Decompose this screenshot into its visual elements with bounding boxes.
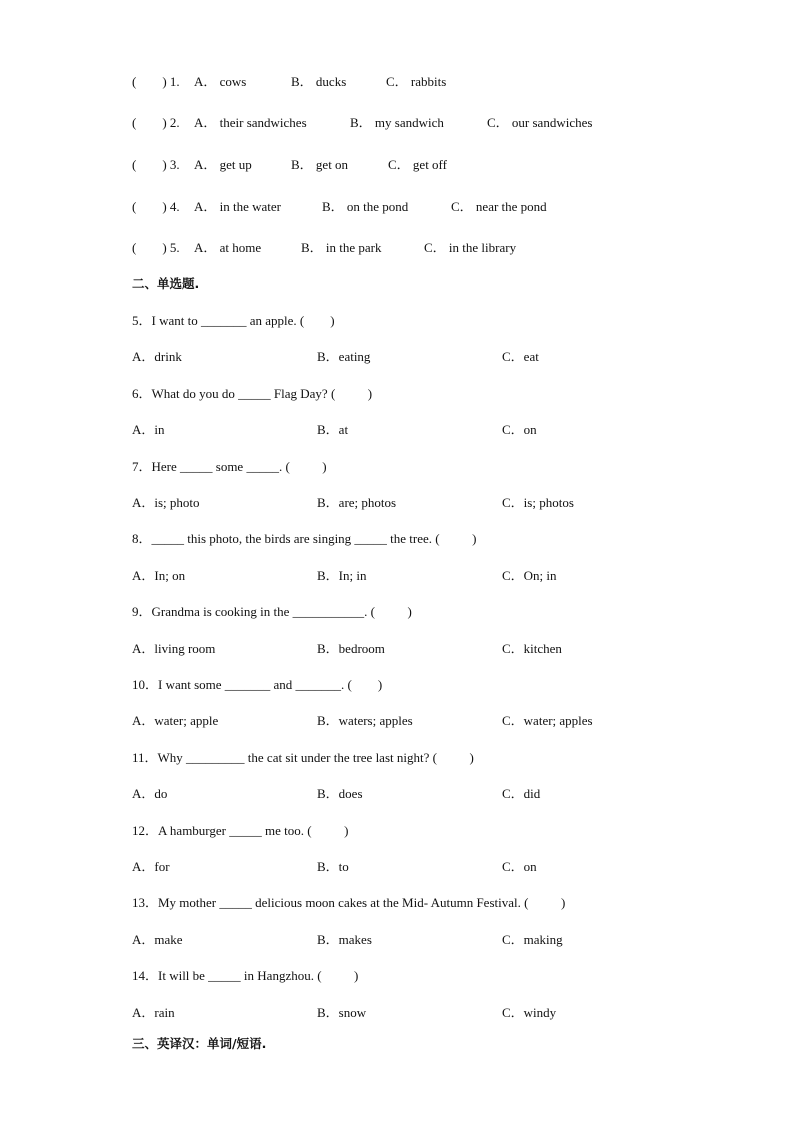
option-c: C． rabbits xyxy=(386,74,447,89)
option-b: B．to xyxy=(317,859,349,874)
option-b: B．In; in xyxy=(317,568,367,583)
option-c: C．kitchen xyxy=(502,641,562,656)
section-heading-single-choice: 二、单选题. xyxy=(132,276,200,291)
option-a: A．living room xyxy=(132,641,216,656)
listening-number: ( ) 2. xyxy=(132,115,180,130)
question-stem: 9．Grandma is cooking in the ___________. ( ) xyxy=(132,604,412,619)
option-c: C． get off xyxy=(388,157,447,172)
option-c: C．On; in xyxy=(502,568,557,583)
option-c: C． near the pond xyxy=(451,199,547,214)
option-a: A．rain xyxy=(132,1005,175,1020)
option-a: A．drink xyxy=(132,349,182,364)
option-a: A．make xyxy=(132,932,183,947)
listening-number: ( ) 1. xyxy=(132,74,180,89)
option-c: C．windy xyxy=(502,1005,557,1020)
option-c: C．making xyxy=(502,932,563,947)
option-a: A． get up xyxy=(194,157,252,172)
option-c: C．water; apples xyxy=(502,713,593,728)
option-c: C．on xyxy=(502,859,537,874)
option-b: B．are; photos xyxy=(317,495,397,510)
option-b: B．does xyxy=(317,786,363,801)
option-b: B． ducks xyxy=(291,74,347,89)
listening-number: ( ) 3. xyxy=(132,157,180,172)
option-b: B． in the park xyxy=(301,240,382,255)
question-stem: 14．It will be _____ in Hangzhou. ( ) xyxy=(132,968,359,983)
option-c: C．did xyxy=(502,786,541,801)
question-stem: 11．Why _________ the cat sit under the tree last night? ( ) xyxy=(132,750,474,765)
question-stem: 8．_____ this photo, the birds are singing _____ the tree. ( ) xyxy=(132,531,477,546)
listening-number: ( ) 5. xyxy=(132,240,180,255)
option-b: B．waters; apples xyxy=(317,713,413,728)
question-stem: 5．I want to _______ an apple. ( ) xyxy=(132,313,335,328)
option-b: B．eating xyxy=(317,349,371,364)
listening-number: ( ) 4. xyxy=(132,199,180,214)
option-c: C． our sandwiches xyxy=(487,115,593,130)
question-stem: 6．What do you do _____ Flag Day? ( ) xyxy=(132,386,373,401)
option-b: B．makes xyxy=(317,932,372,947)
option-b: B．bedroom xyxy=(317,641,385,656)
option-c: C． in the library xyxy=(424,240,517,255)
option-a: A． at home xyxy=(194,240,262,255)
question-stem: 13．My mother _____ delicious moon cakes at the Mid- Autumn Festival. ( ) xyxy=(132,895,566,910)
option-c: C．is; photos xyxy=(502,495,574,510)
option-a: A．In; on xyxy=(132,568,186,583)
option-a: A． in the water xyxy=(194,199,282,214)
option-a: A．for xyxy=(132,859,170,874)
option-b: B． my sandwich xyxy=(350,115,444,130)
option-a: A．do xyxy=(132,786,168,801)
option-b: B．snow xyxy=(317,1005,367,1020)
question-stem: 7．Here _____ some _____. ( ) xyxy=(132,459,327,474)
question-stem: 12．A hamburger _____ me too. ( ) xyxy=(132,823,349,838)
option-b: B． on the pond xyxy=(322,199,409,214)
option-a: A．is; photo xyxy=(132,495,200,510)
option-c: C．on xyxy=(502,422,537,437)
option-a: A．water; apple xyxy=(132,713,219,728)
option-a: A． cows xyxy=(194,74,247,89)
question-stem: 10．I want some _______ and _______. ( ) xyxy=(132,677,383,692)
option-a: A．in xyxy=(132,422,165,437)
option-c: C．eat xyxy=(502,349,539,364)
option-b: B．at xyxy=(317,422,349,437)
section-heading-translation: 三、英译汉：单词/短语. xyxy=(132,1036,267,1051)
option-b: B． get on xyxy=(291,157,349,172)
option-a: A． their sandwiches xyxy=(194,115,307,130)
